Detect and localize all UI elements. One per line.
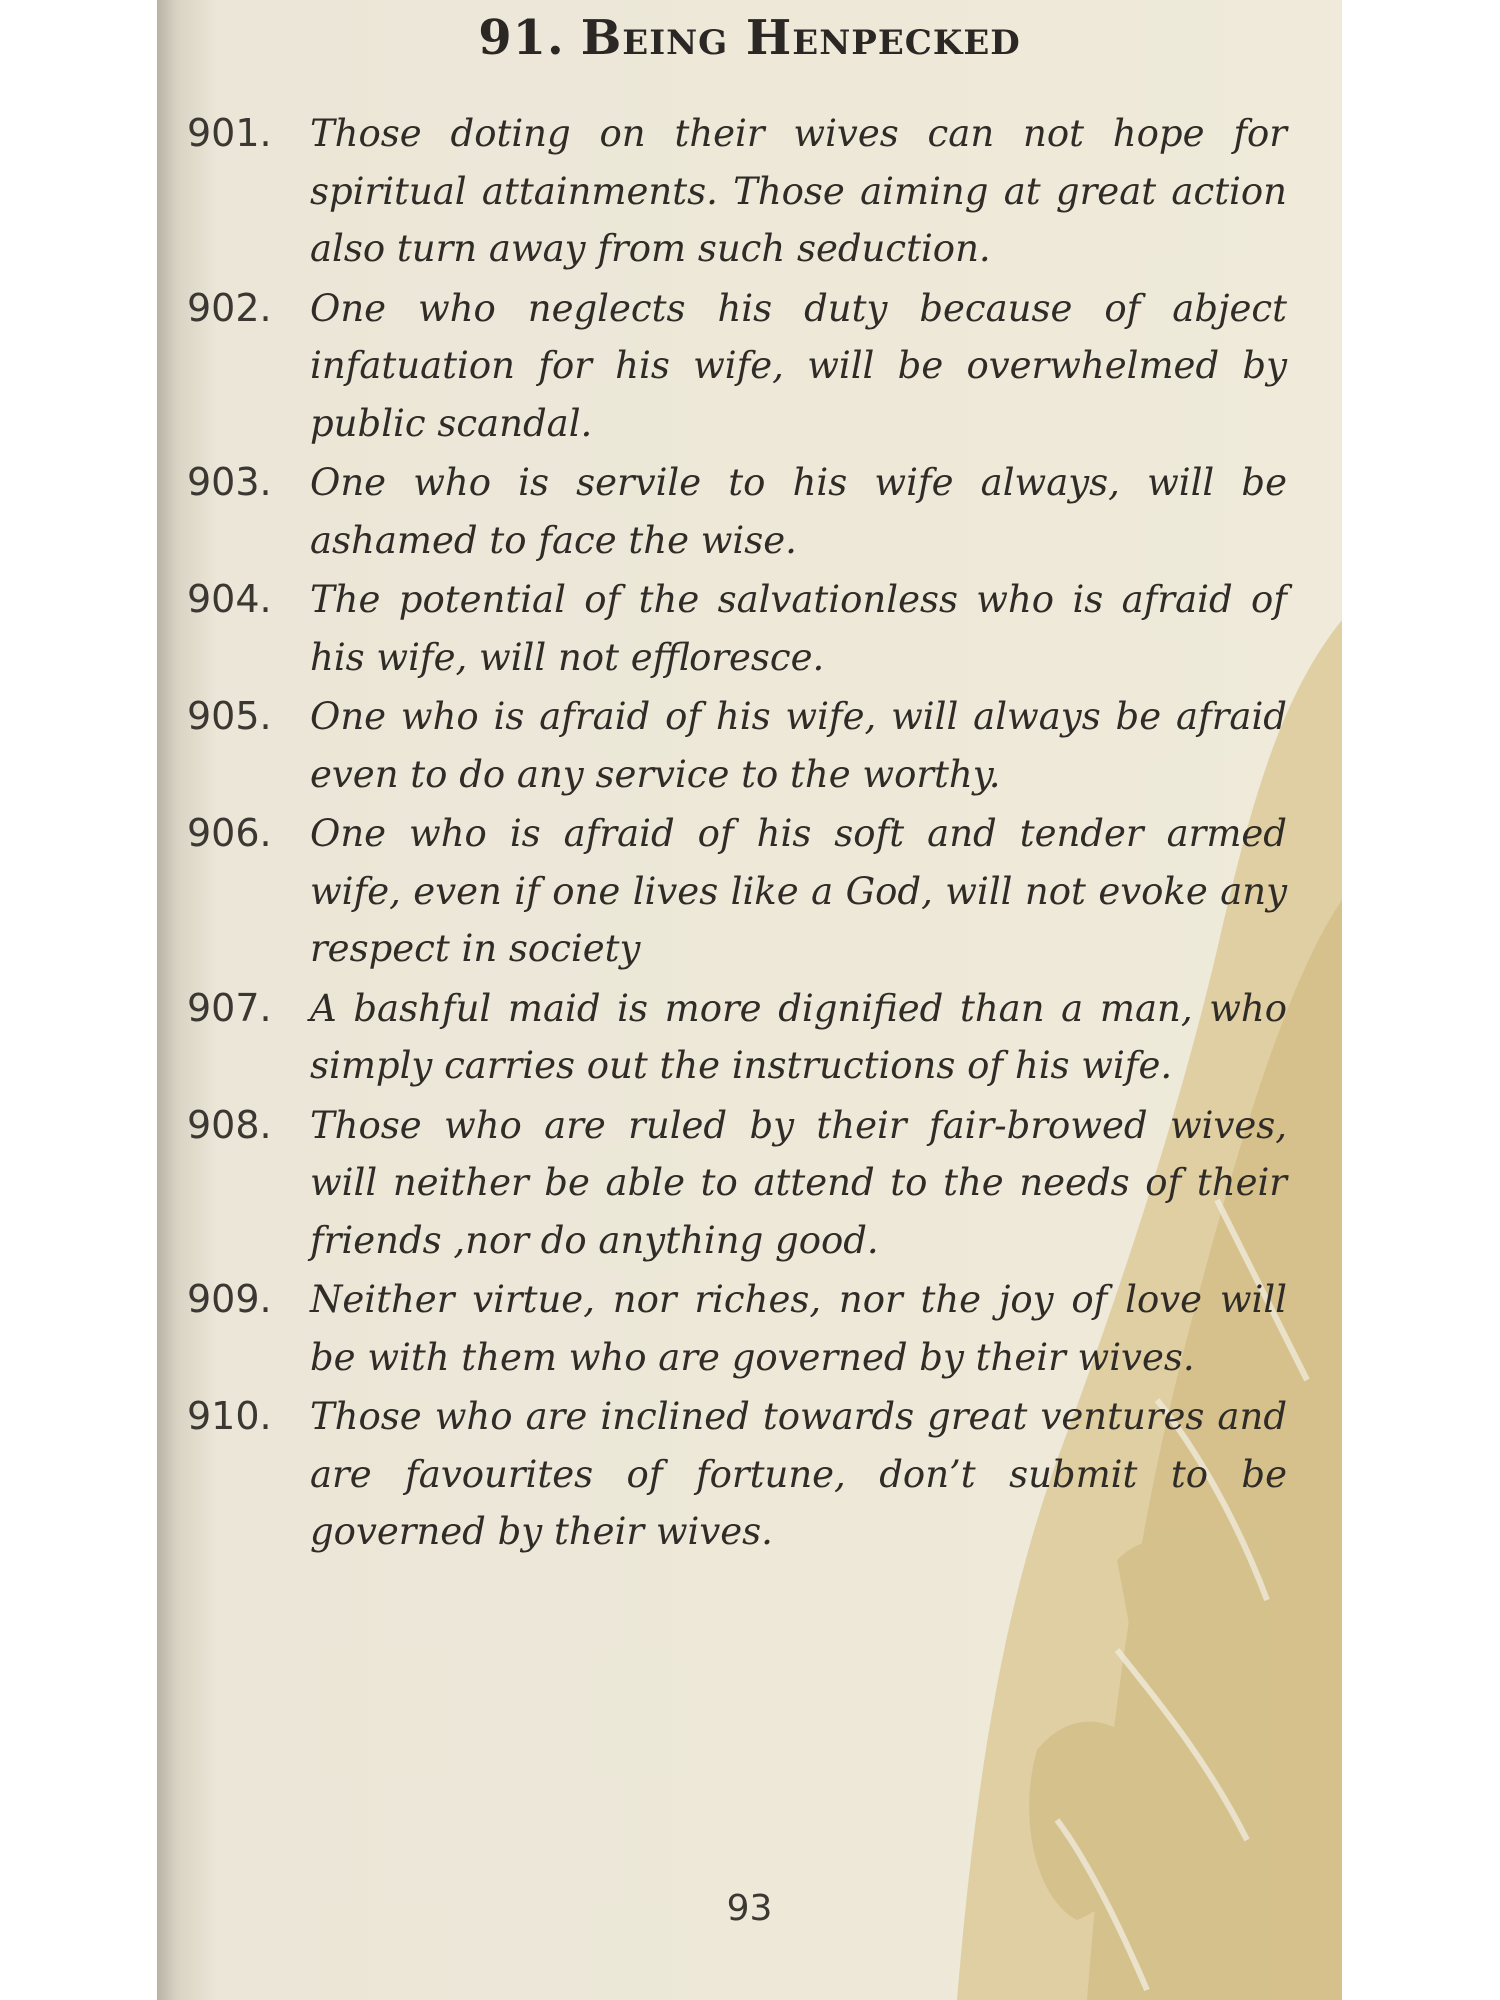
verse-list [187,105,1307,1563]
verse-text: Those who are inclined towards great ventures and are favourites of fortune, don’t submit to be governed by their wives. [310,1395,1287,1553]
verse-text: Neither virtue, nor riches, nor the joy of love will be with them who are governed by their wives. [310,1278,1287,1379]
verse-906 [187,805,1307,978]
verse-number: 904. [187,577,272,621]
verse-909 [187,1271,1307,1386]
chapter-title-text: Being Henpecked [580,10,1021,66]
verse-number: 901. [187,111,272,155]
verse-text: Those doting on their wives can not hope for spiritual attainments. Those aiming at great action also turn away from such seduction. [310,112,1287,270]
verse-text: One who is servile to his wife always, will be ashamed to face the wise. [310,461,1287,562]
verse-text: Those who are ruled by their fair-browed wives, will neither be able to attend to the needs of their friends ,nor do anything good. [310,1103,1287,1262]
verse-902 [187,280,1307,453]
book-page [157,0,1342,2000]
verse-910 [187,1388,1307,1561]
verse-text: One who neglects his duty because of abject infatuation for his wife, will be overwhelmed by public scandal. [310,286,1287,445]
verse-text: The potential of the salvationless who is afraid of his wife, will not effloresce. [310,578,1287,679]
verse-903 [187,454,1307,569]
verse-905 [187,688,1307,803]
verse-number: 903. [187,460,272,504]
verse-904 [187,571,1307,686]
verse-number: 902. [187,285,272,330]
verse-901 [187,105,1307,278]
chapter-number: 91. [478,10,565,66]
verse-number: 908. [187,1102,272,1147]
verse-number: 906. [187,811,272,855]
verse-908 [187,1097,1307,1270]
verse-number: 907. [187,985,272,1030]
verse-text: One who is afraid of his wife, will always be afraid even to do any service to the worthy. [310,695,1287,796]
verse-text: A bashful maid is more dignified than a man, who simply carries out the instructions of his wife. [310,986,1287,1087]
page-number: 93 [726,1888,773,1929]
chapter-title [157,10,1342,66]
verse-number: 905. [187,694,272,738]
verse-number: 909. [187,1277,272,1321]
verse-text: One who is afraid of his soft and tender armed wife, even if one lives like a God, will not evoke any respect in society [310,812,1287,970]
verse-907 [187,980,1307,1095]
verse-number: 910. [187,1394,272,1438]
